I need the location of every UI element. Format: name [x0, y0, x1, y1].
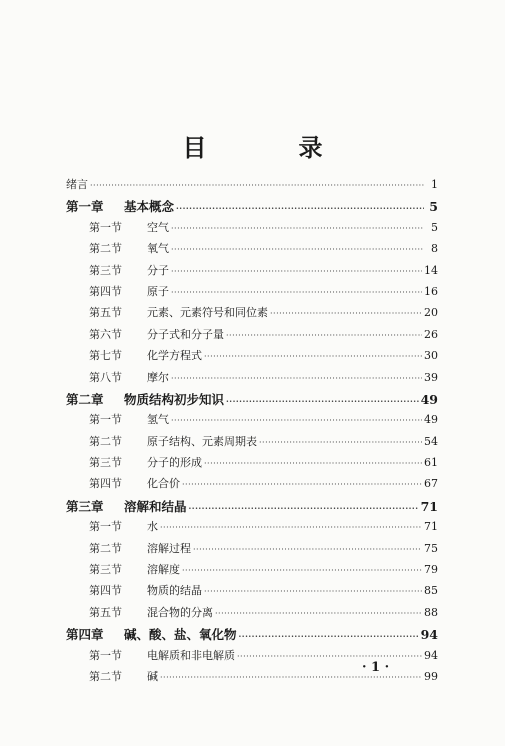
toc-entry-number: 第一节	[89, 220, 122, 234]
toc-entry-title: 化合价	[147, 477, 180, 491]
toc-entry	[66, 582, 438, 603]
toc-entry-title: 碱、酸、盐、氧化物	[124, 627, 237, 643]
toc-entry-title: 摩尔	[147, 370, 169, 384]
toc-entry-number: 第三节	[89, 563, 122, 577]
toc-entry-number: 第四节	[89, 284, 122, 298]
toc-entry	[66, 347, 438, 368]
toc-entry-title: 氧气	[147, 242, 169, 256]
toc-entry	[66, 497, 438, 518]
toc-entry-title: 分子	[147, 263, 169, 277]
toc-entry-page: 49	[420, 391, 438, 407]
toc-entry-number: 第二节	[89, 242, 122, 256]
toc-entry-title: 物质的结晶	[147, 584, 202, 598]
toc-entry	[66, 604, 438, 625]
toc-entry	[66, 304, 438, 325]
dot-leader	[189, 503, 419, 513]
dot-leader	[237, 652, 422, 661]
toc-entry-number: 第七节	[89, 349, 122, 363]
dot-leader	[171, 224, 424, 233]
toc-entry-title: 分子的形成	[147, 456, 202, 470]
toc-entry-title: 水	[147, 520, 158, 534]
toc-entry-page: 5	[429, 199, 438, 215]
toc-entry-number: 第三节	[89, 456, 122, 470]
toc-entry-title: 原子	[147, 284, 169, 298]
page-number: · 1 ·	[362, 660, 390, 675]
toc-entry	[66, 326, 438, 347]
toc-entry-page: 20	[424, 306, 438, 320]
dot-leader	[171, 267, 422, 276]
toc-entry-page: 16	[424, 284, 438, 298]
toc-entry-page: 71	[420, 498, 438, 514]
toc-entry	[66, 540, 438, 561]
toc-entry-title: 物质结构初步知识	[124, 391, 225, 407]
toc-entry-title: 原子结构、元素周期表	[147, 434, 257, 448]
toc-entry-number: 第一节	[89, 520, 122, 534]
table-of-contents	[66, 176, 438, 689]
toc-entry	[66, 390, 438, 411]
toc-entry-title: 溶解过程	[147, 541, 191, 555]
dot-leader	[182, 480, 422, 489]
toc-entry-title: 元素、元素符号和同位素	[147, 306, 268, 320]
toc-entry-page: 88	[424, 605, 438, 619]
dot-leader	[226, 396, 419, 406]
toc-entry-page: 79	[424, 563, 438, 577]
toc-entry-title: 空气	[147, 220, 169, 234]
toc-entry-number: 第四节	[89, 477, 122, 491]
dot-leader	[259, 438, 422, 447]
toc-entry	[66, 369, 438, 390]
dot-leader	[90, 181, 424, 190]
toc-entry-number: 第四章	[66, 627, 104, 643]
toc-entry	[66, 197, 438, 218]
toc-entry-page: 26	[424, 327, 438, 341]
toc-entry-number: 第二节	[89, 434, 122, 448]
dot-leader	[171, 416, 422, 425]
dot-leader	[215, 609, 422, 618]
toc-entry-page: 71	[424, 520, 438, 534]
toc-entry	[66, 283, 438, 304]
toc-entry-number: 第二节	[89, 541, 122, 555]
toc-entry-title: 碱	[147, 669, 158, 683]
page-title: 目 录	[182, 133, 357, 162]
toc-entry-title: 分子式和分子量	[147, 327, 224, 341]
dot-leader	[204, 587, 422, 596]
toc-entry-number: 第六节	[89, 327, 122, 341]
toc-entry-number: 第一节	[89, 413, 122, 427]
toc-entry-number: 第五节	[89, 605, 122, 619]
toc-entry	[66, 625, 438, 646]
toc-entry-number: 第四节	[89, 584, 122, 598]
toc-entry-page: 75	[424, 541, 438, 555]
dot-leader	[171, 288, 422, 297]
toc-entry	[66, 433, 438, 454]
toc-entry-page: 1	[431, 178, 438, 191]
toc-entry-page: 54	[424, 434, 438, 448]
dot-leader	[204, 459, 422, 468]
toc-entry-title: 基本概念	[124, 199, 175, 215]
dot-leader	[226, 331, 422, 340]
toc-entry	[66, 454, 438, 475]
dot-leader	[171, 374, 422, 383]
dot-leader	[193, 545, 422, 554]
dot-leader	[176, 203, 424, 213]
dot-leader	[204, 352, 422, 361]
toc-entry-number: 第八节	[89, 370, 122, 384]
toc-entry-title: 混合物的分离	[147, 605, 213, 619]
toc-entry-title: 电解质和非电解质	[147, 648, 235, 662]
toc-entry-page: 8	[431, 242, 438, 256]
toc-entry-title: 溶解度	[147, 563, 180, 577]
dot-leader	[160, 523, 422, 532]
toc-entry-number: 第五节	[89, 306, 122, 320]
dot-leader	[171, 245, 424, 254]
toc-entry	[66, 561, 438, 582]
toc-entry-title: 氢气	[147, 413, 169, 427]
toc-entry-number: 第三节	[89, 263, 122, 277]
toc-entry-page: 30	[424, 349, 438, 363]
toc-entry-number: 第二章	[66, 391, 104, 407]
toc-entry-title: 溶解和结晶	[124, 498, 187, 514]
toc-entry	[66, 262, 438, 283]
toc-entry-number: 第二节	[89, 669, 122, 683]
dot-leader	[239, 631, 419, 641]
toc-entry-page: 39	[424, 370, 438, 384]
toc-entry-number: 第一节	[89, 648, 122, 662]
toc-entry-page: 85	[424, 584, 438, 598]
toc-entry-page: 99	[424, 669, 438, 683]
toc-entry	[66, 176, 438, 197]
dot-leader	[182, 566, 422, 575]
toc-entry	[66, 219, 438, 240]
toc-entry-page: 5	[431, 220, 438, 234]
toc-entry	[66, 518, 438, 539]
toc-entry	[66, 475, 438, 496]
toc-entry	[66, 411, 438, 432]
toc-entry-page: 14	[424, 263, 438, 277]
toc-entry-page: 67	[424, 477, 438, 491]
toc-entry	[66, 240, 438, 261]
dot-leader	[270, 309, 422, 318]
toc-entry-number: 第一章	[66, 199, 104, 215]
toc-entry-page: 94	[420, 627, 438, 643]
toc-entry-page: 49	[424, 413, 438, 427]
toc-entry-page: 94	[424, 648, 438, 662]
toc-entry-title: 化学方程式	[147, 349, 202, 363]
toc-entry-page: 61	[424, 456, 438, 470]
toc-entry-title: 绪言	[66, 178, 88, 191]
toc-entry-number: 第三章	[66, 498, 104, 514]
